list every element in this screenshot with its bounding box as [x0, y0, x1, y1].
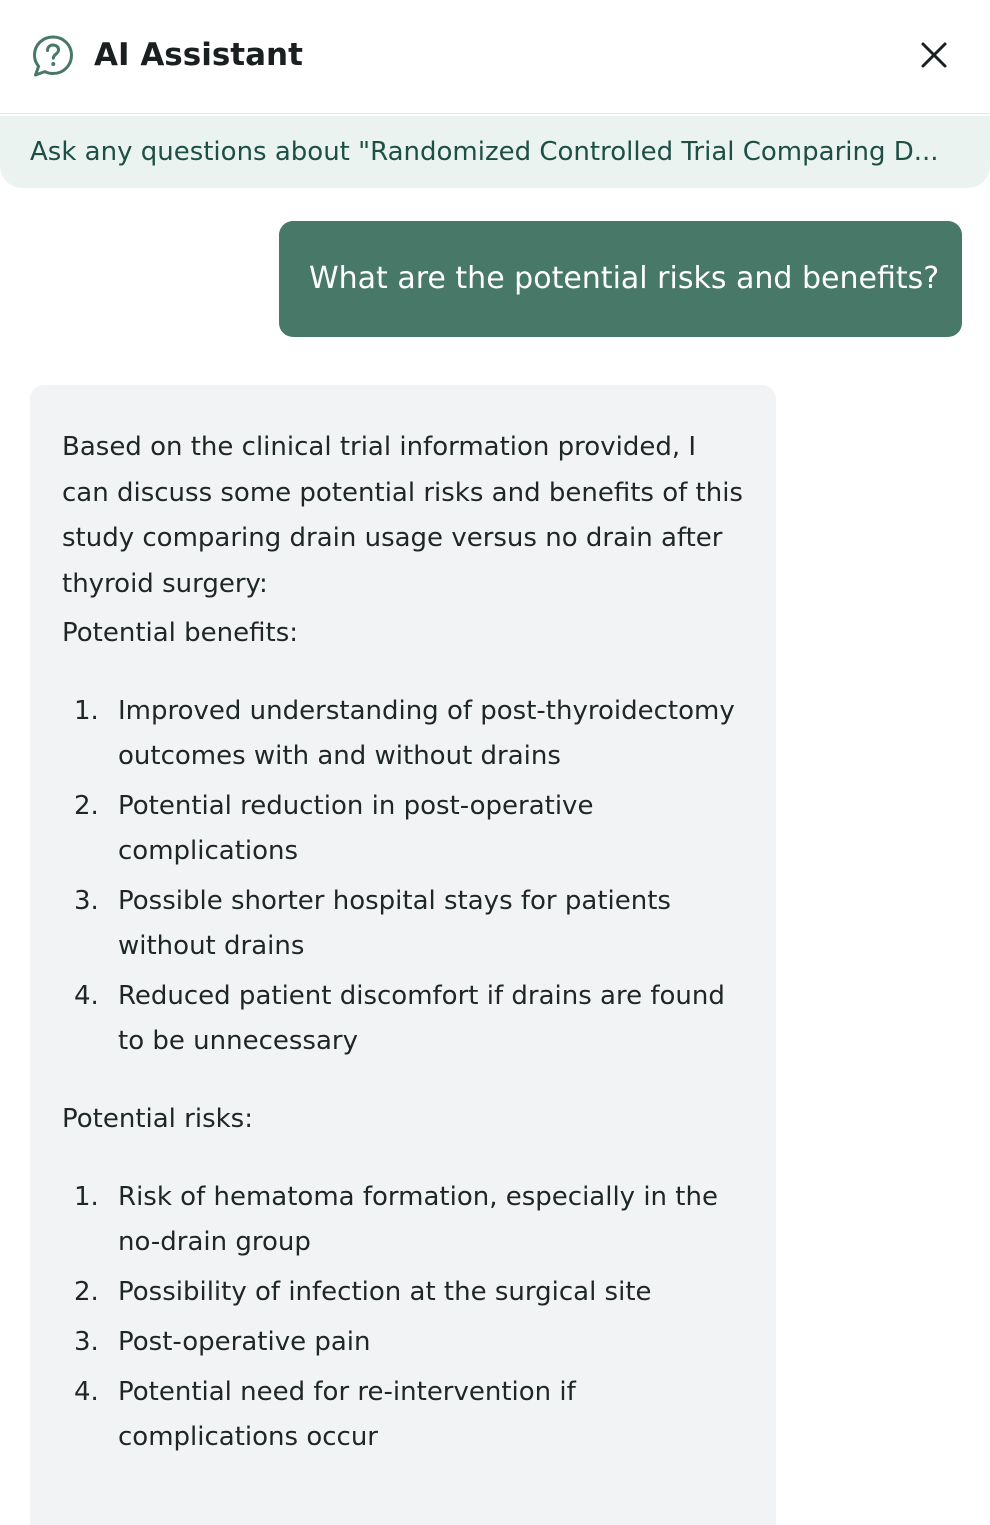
list-item: [62, 689, 744, 779]
close-button[interactable]: [912, 34, 956, 78]
context-banner: [0, 116, 990, 188]
list-number: 3.: [74, 1327, 99, 1357]
list-text: Post-operative pain: [118, 1327, 371, 1357]
list-number: 2.: [74, 791, 99, 821]
list-number: 1.: [74, 696, 99, 726]
list-number: 2.: [74, 1277, 99, 1307]
list-text: Risk of hematoma formation, especially in the no-drain group: [118, 1182, 718, 1257]
benefits-list: [62, 689, 744, 1064]
banner-text: Ask any questions about "Randomized Controlled Trial Comparing D...: [30, 137, 939, 167]
list-number: 4.: [74, 1377, 99, 1407]
list-item: [62, 974, 744, 1064]
list-text: Possible shorter hospital stays for patients without drains: [118, 886, 671, 961]
list-text: Potential need for re-intervention if complications occur: [118, 1377, 576, 1452]
risks-list: [62, 1175, 744, 1460]
list-item: [62, 784, 744, 874]
list-item: [62, 1270, 744, 1315]
help-circle-icon: [30, 33, 76, 79]
risks-title: Potential risks:: [62, 1104, 253, 1134]
list-item: [62, 1370, 744, 1460]
list-number: 1.: [74, 1182, 99, 1212]
list-text: Reduced patient discomfort if drains are found to be unnecessary: [118, 981, 725, 1056]
assistant-message-bubble: [30, 385, 776, 1525]
panel-title: AI Assistant: [94, 37, 303, 73]
list-number: 3.: [74, 886, 99, 916]
benefits-title: Potential benefits:: [62, 618, 299, 648]
list-text: Possibility of infection at the surgical site: [118, 1277, 652, 1307]
user-message-bubble: What are the potential risks and benefits?: [279, 221, 962, 337]
list-text: Improved understanding of post-thyroidectomy outcomes with and without drains: [118, 696, 735, 771]
list-item: [62, 1320, 744, 1365]
list-item: [62, 879, 744, 969]
assistant-header: [0, 0, 990, 114]
close-icon[interactable]: [912, 34, 956, 78]
list-text: Potential reduction in post-operative complications: [118, 791, 594, 866]
assistant-intro: Based on the clinical trial information provided, I can discuss some potential risks and benefits of this study comparing drain usage versus no drain after thyroid surgery:: [62, 432, 743, 599]
list-item: [62, 1175, 744, 1265]
list-number: 4.: [74, 981, 99, 1011]
